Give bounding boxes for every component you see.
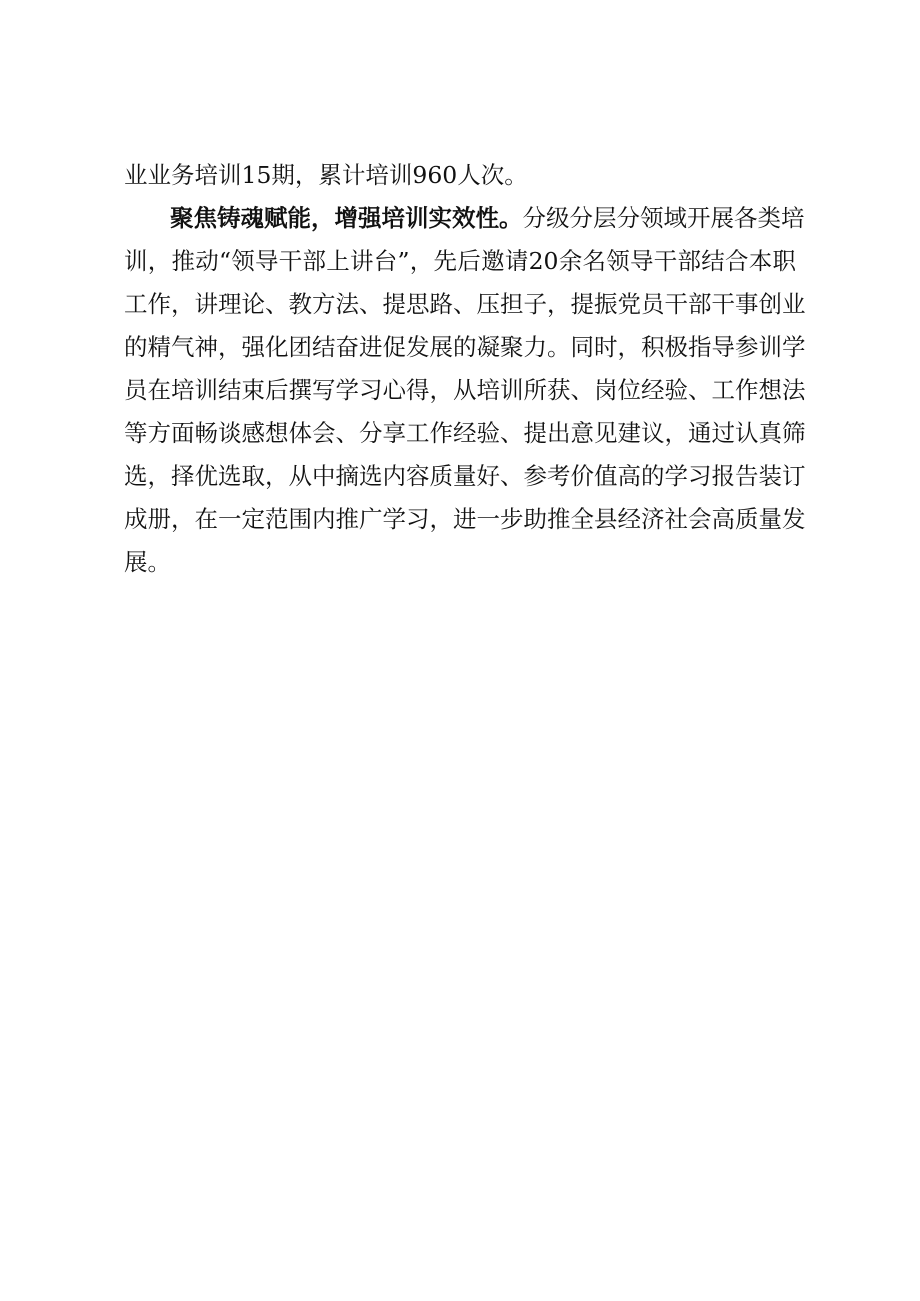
paragraph-2-line-2: 训，推动“领导干部上讲台”，先后邀请20余名领导干部结合本职: [124, 247, 796, 275]
paragraph-2-line-3: 工作，讲理论、教方法、提思路、压担子，提振党员干部干事创业: [124, 290, 806, 318]
paragraph-2-line-8: 成册，在一定范围内推广学习，进一步助推全县经济社会高质量发: [124, 505, 806, 533]
paragraph-2-line-4: 的精气神，强化团结奋进促发展的凝聚力。同时，积极指导参训学: [124, 333, 806, 361]
paragraph-2-line-6: 等方面畅谈感想体会、分享工作经验、提出意见建议，通过认真筛: [124, 419, 806, 447]
paragraph-2-heading: 聚焦铸魂赋能，增强培训实效性。: [170, 204, 523, 232]
paragraph-2-line-1-text: 分级分层分领域开展各类培: [522, 204, 805, 232]
paragraph-1-line-1: 业业务培训15期，累计培训960人次。: [124, 161, 528, 189]
paragraph-2-line-1: [170, 203, 805, 233]
paragraph-2-line-9: 展。: [124, 548, 171, 576]
paragraph-2-line-5: 员在培训结束后撰写学习心得，从培训所获、岗位经验、工作想法: [124, 376, 806, 404]
paragraph-2-line-7: 选，择优选取，从中摘选内容质量好、参考价值高的学习报告装订: [124, 462, 806, 490]
